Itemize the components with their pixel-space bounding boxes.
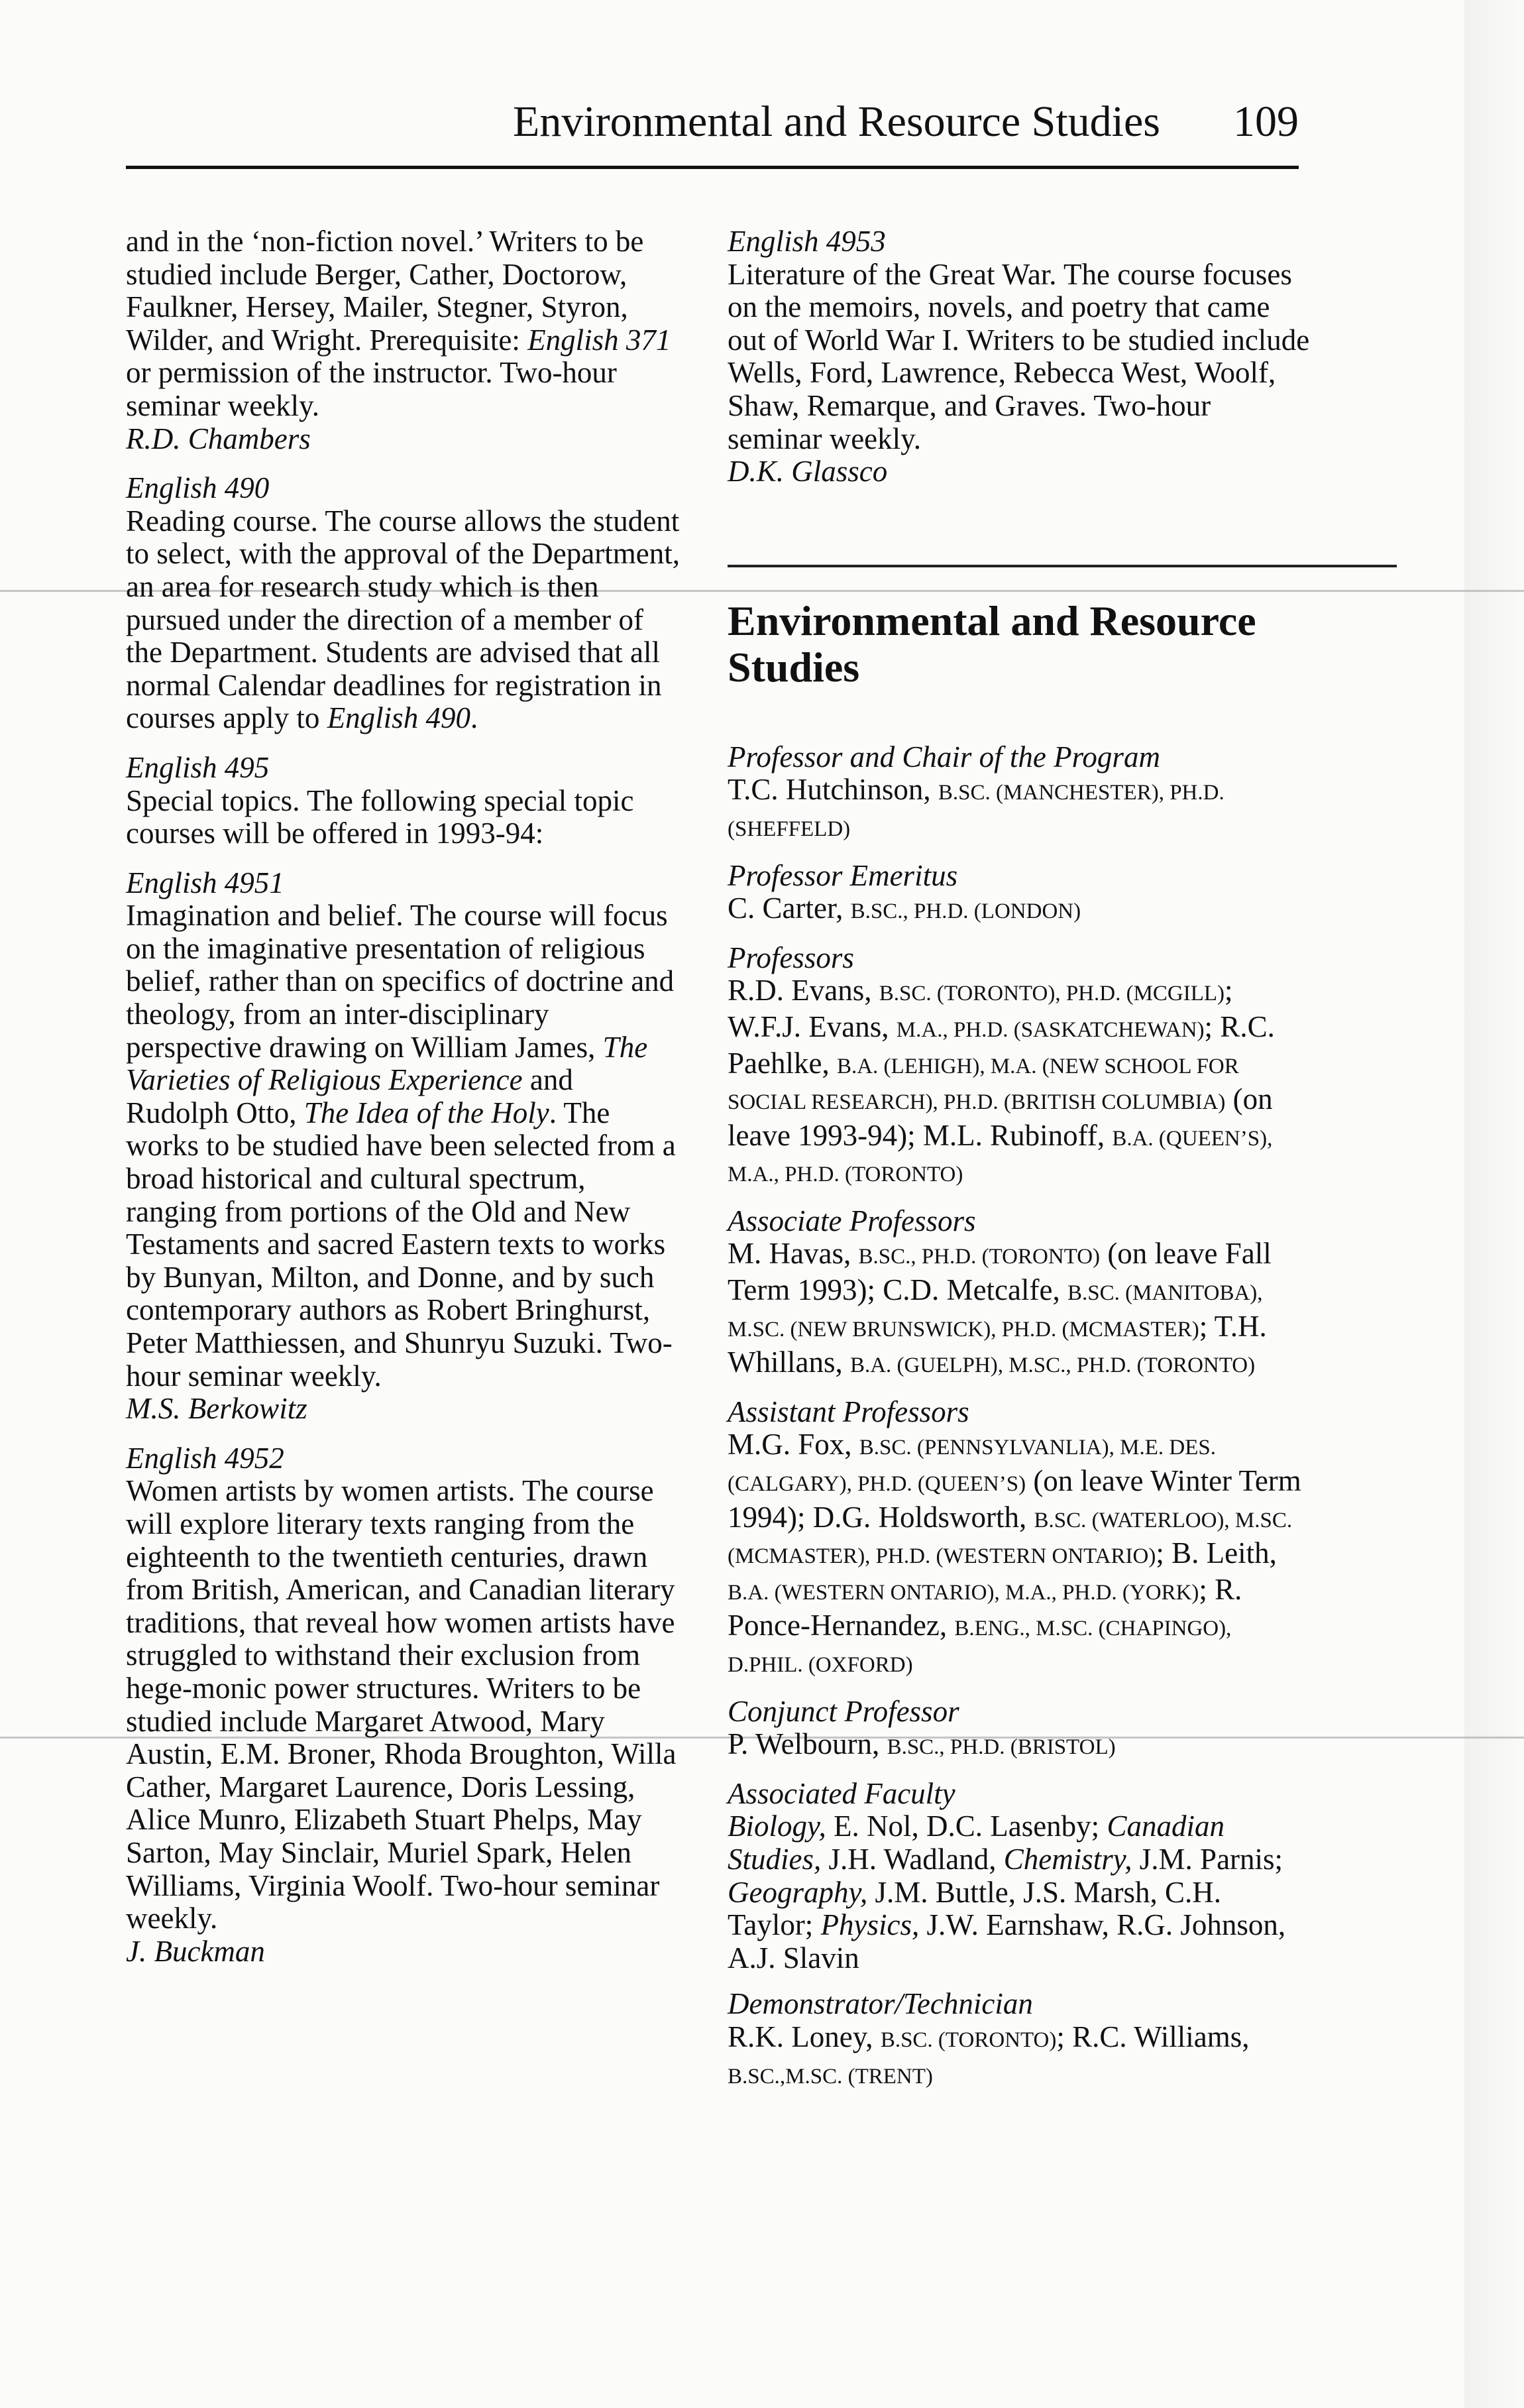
faculty-group-associate-professors (728, 1205, 1311, 1383)
faculty-name: M.L. Rubinoff, (922, 1118, 1113, 1152)
department-name: Geography, (728, 1875, 868, 1909)
faculty-role: Associate Professors (728, 1204, 976, 1237)
description-text: . (470, 701, 478, 735)
faculty-credentials: B.SC. (TORONTO), PH.D. (MCGILL) (879, 982, 1225, 1006)
course-description: Women artists by women artists. The course will explore literary texts ranging from the eighteenth to the twentieth centuries, drawn from British, American, and Canadian literary traditions, that reveal how women artists have struggled to withstand their exclusion from hege-monic power structures. Writers to be studied include Margaret Atwood, Mary Austin, E.M. Broner, Rhoda Broughton, Willa Cather, Margaret Laurence, Doris Lessing, Alice Munro, Elizabeth Stuart Phelps, May Sarton, May Sinclair, Muriel Spark, Helen Williams, Virginia Woolf. Two-hour seminar weekly. (126, 1474, 677, 1935)
faculty-name: M. Havas, (728, 1237, 859, 1271)
course-title: English 4953 (728, 225, 886, 258)
faculty-name: T.C. Hutchinson, (728, 773, 938, 807)
faculty-role: Associated Faculty (728, 1776, 955, 1810)
course-entry-english-4953 (728, 225, 1311, 488)
work-title: The Varieties of Religious Experience (126, 1030, 648, 1097)
course-reference: English 490 (327, 701, 470, 735)
course-instructor: J. Buckman (126, 1934, 265, 1968)
course-description (126, 899, 682, 1393)
course-instructor: D.K. Glassco (728, 455, 888, 488)
faculty-credentials: B.SC. (MANCHESTER), PH.D. (SHEFFELD) (728, 781, 1225, 841)
description-text: and in the ‘non-fiction novel.’ Writers to be studied include Berger, Cather, Doctorow, Faulkner, Hersey, Mailer, Stegner, Styron, Wilder, and Wright. Prerequisite: (126, 225, 644, 357)
faculty-group-demonstrator (728, 1988, 1311, 2093)
course-instructor: M.S. Berkowitz (126, 1392, 307, 1426)
department-name: Chemistry, (1003, 1842, 1132, 1876)
faculty-role: Professor Emeritus (728, 858, 958, 892)
course-description: Special topics. The following special topic courses will be offered in 1993-94: (126, 783, 634, 850)
header-rule (126, 166, 1299, 169)
faculty-role: Conjunct Professor (728, 1694, 959, 1728)
faculty-role: Professors (728, 941, 854, 974)
faculty-names: J.M. Buttle, J.S. Marsh, C.H. Taylor; (728, 1875, 1222, 1942)
faculty-name: ; R.C. Williams, (1056, 2020, 1250, 2053)
faculty-name: ; W.F.J. Evans, (728, 974, 1233, 1043)
faculty-group-professors (728, 942, 1311, 1192)
faculty-credentials: B.SC., PH.D. (LONDON) (850, 899, 1081, 924)
faculty-name: M.G. Fox, (728, 1428, 859, 1462)
section-rule (728, 565, 1397, 567)
faculty-names: J.M. Parnis; (1132, 1842, 1283, 1876)
faculty-group-emeritus (728, 860, 1311, 929)
continued-course-entry (126, 225, 682, 455)
course-entry-english-4952 (126, 1442, 682, 1969)
faculty-group-assistant-professors (728, 1396, 1311, 1682)
department-name: Canadian Studies, (728, 1809, 1225, 1876)
right-column (728, 225, 1311, 2106)
faculty-credentials: B.A. (LEHIGH), M.A. (NEW SCHOOL FOR SOCIAL RESEARCH), PH.D. (BRITISH COLUMBIA) (728, 1054, 1239, 1115)
faculty-name: C. Carter, (728, 891, 851, 925)
course-title: English 490 (126, 471, 270, 505)
faculty-name: ; R.C. Paehlke, (728, 1009, 1275, 1080)
faculty-credentials: B.SC. (TORONTO) (880, 2028, 1057, 2052)
page-number: 109 (1233, 97, 1299, 146)
faculty-group-associated-faculty (728, 1778, 1311, 1975)
bleed-through-edge (1464, 0, 1524, 2408)
faculty-credentials: B.SC. (WATERLOO), M.SC. (MCMASTER), PH.D. (WESTERN ONTARIO) (728, 1508, 1293, 1569)
running-header (126, 74, 1299, 147)
faculty-credentials: B.SC.,M.SC. (TRENT) (728, 2064, 933, 2089)
faculty-credentials: M.A., PH.D. (SASKATCHEWAN) (896, 1017, 1205, 1042)
description-text: Imagination and belief. The course will focus on the imaginative presentation of religious belief, rather than on specifics of doctrine and theology, from an inter-disciplinary perspective drawing on William James, (126, 899, 675, 1064)
prerequisite-course: English 371 (527, 323, 671, 357)
faculty-name: P. Welbourn, (728, 1727, 887, 1761)
course-entry-english-495 (126, 752, 682, 850)
faculty-name: ; B. Leith, (1156, 1536, 1277, 1570)
faculty-group-conjunct (728, 1695, 1311, 1764)
continued-course-description (126, 225, 682, 423)
faculty-role: Professor and Chair of the Program (728, 740, 1160, 774)
faculty-names: J.W. Earnshaw, R.G. Johnson, A.J. Slavin (728, 1908, 1286, 1975)
leave-note: (on leave Winter Term 1994); D.G. Holdsworth, (728, 1464, 1301, 1534)
course-instructor: R.D. Chambers (126, 422, 311, 455)
faculty-credentials: B.ENG., M.SC. (CHAPINGO), D.PHIL. (OXFORD) (728, 1617, 1232, 1677)
course-title: English 495 (126, 750, 270, 784)
description-text: or permission of the instructor. Two-hour seminar weekly. (126, 356, 617, 422)
department-name: Biology, (728, 1809, 826, 1843)
faculty-names: E. Nol, D.C. Lasenby; (826, 1809, 1107, 1843)
faculty-credentials: B.SC. (PENNSYLVANLIA), M.E. DES. (CALGARY), PH.D. (QUEEN’S) (728, 1436, 1216, 1497)
faculty-group-chair (728, 741, 1311, 846)
course-title: English 4951 (126, 866, 284, 899)
running-title: Environmental and Resource Studies (513, 97, 1160, 146)
faculty-credentials: B.A. (QUEEN’S), M.A., PH.D. (TORONTO) (728, 1126, 1273, 1187)
faculty-name: ; T.H. Whillans, (728, 1309, 1267, 1379)
faculty-name: R.D. Evans, (728, 974, 879, 1007)
faculty-credentials: B.SC., PH.D. (BRISTOL) (887, 1735, 1116, 1760)
course-entry-english-490 (126, 472, 682, 735)
description-text: . The works to be studied have been selected from a broad historical and cultural spectrum, ranging from portions of the Old and New Testaments and sacred Eastern texts to works by Bunyan, Milton, and Donne, and by such contemporary authors as Robert Bringhurst, Peter Matthiessen, and Shunryu Suzuki. Two-hour seminar weekly. (126, 1096, 676, 1393)
faculty-credentials: B.A. (WESTERN ONTARIO), M.A., PH.D. (YORK) (728, 1580, 1199, 1605)
faculty-name: ; R. Ponce-Hernandez, (728, 1572, 1242, 1642)
course-title: English 4952 (126, 1441, 284, 1475)
course-description (126, 505, 682, 735)
left-column (126, 225, 682, 1984)
faculty-credentials: B.SC. (MANITOBA), M.SC. (NEW BRUNSWICK), PH.D. (MCMASTER) (728, 1281, 1263, 1342)
description-text: Reading course. The course allows the student to select, with the approval of the Department, an area for research study which is then pursued under the direction of a member of the Department. Students are advised that all normal Calendar deadlines for registration in courses apply to (126, 504, 680, 735)
faculty-role: Assistant Professors (728, 1395, 969, 1428)
faculty-credentials: B.A. (GUELPH), M.SC., PH.D. (TORONTO) (849, 1353, 1256, 1378)
work-title: The Idea of the Holy (303, 1096, 549, 1129)
department-name: Physics, (820, 1908, 920, 1942)
leave-note: (on leave Fall Term 1993); C.D. Metcalfe, (728, 1237, 1272, 1307)
description-text: and Rudolph Otto, (126, 1063, 573, 1129)
section-heading: Environmental and Resource Studies (728, 597, 1256, 691)
leave-note: (on leave 1993-94); (728, 1082, 1273, 1152)
faculty-role: Demonstrator/Technician (728, 1987, 1033, 2021)
faculty-credentials: B.SC., PH.D. (TORONTO) (858, 1245, 1101, 1269)
course-entry-english-4951 (126, 867, 682, 1426)
faculty-names: J.H. Wadland, (821, 1842, 1004, 1876)
faculty-name: R.K. Loney, (728, 2020, 881, 2053)
course-description: Literature of the Great War. The course focuses on the memoirs, novels, and poetry that came out of World War I. Writers to be studied include Wells, Ford, Lawrence, Rebecca West, Woolf, Shaw, Remarque, and Graves. Two-hour seminar weekly. (728, 257, 1310, 455)
